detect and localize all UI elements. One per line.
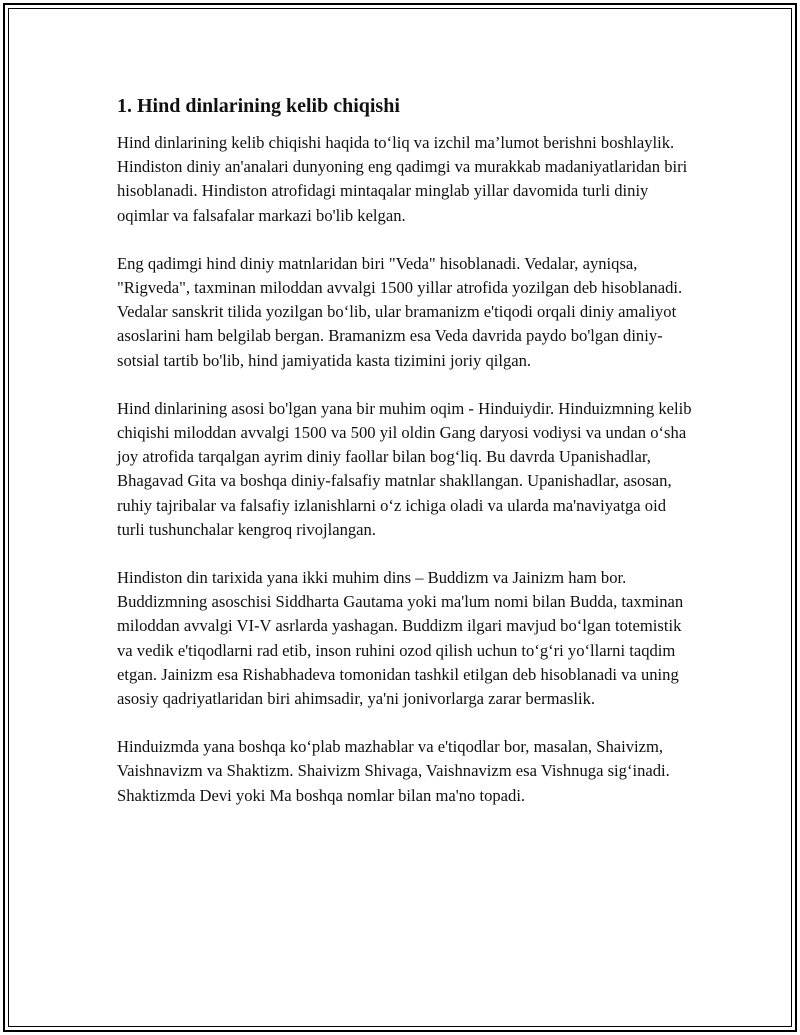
document-body — [117, 92, 692, 832]
paragraph-3: Hind dinlarining asosi bo'lgan yana bir muhim oqim - Hinduiydir. Hinduizmning kelib chiqishi miloddan avvalgi 1500 va 500 yil oldin Gang daryosi vodiysi va undan o‘sha joy atrofida tarqalgan ayrim diniy faollar bilan bog‘liq. Bu davrda Upanishadlar, Bhagavad Gita va boshqa diniy-falsafiy matnlar shakllangan. Upanishadlar, asosan, ruhiy tajribalar va falsafiy izlanishlarni o‘z ichiga oladi va ularda ma'naviyatga oid turli tushunchalar kengroq rivojlangan. — [117, 398, 692, 539]
paragraph-4: Hindiston din tarixida yana ikki muhim dins – Buddizm va Jainizm ham bor. Buddizmning asoschisi Siddharta Gautama yoki ma'lum nomi bilan Budda, taxminan miloddan avvalgi VI-V asrlarda yashagan. Buddizm ilgari mavjud bo‘lgan totemistik va vedik e'tiqodlarni rad etib, inson ruhini ozod qilish uchun to‘g‘ri yo‘llarni taqdim etgan. Jainizm esa Rishabhadeva tomonidan tashkil etilgan deb hisoblanadi va uning asosiy qadriyatlaridan biri ahimsadir, ya'ni jonivorlarga zarar bermaslik. — [117, 568, 684, 709]
paragraph-2: Eng qadimgi hind diniy matnlaridan biri "Veda" hisoblanadi. Vedalar, ayniqsa, "Rigveda", taxminan miloddan avvalgi 1500 yillar atrofida yozilgan deb hisoblanadi. Vedalar sanskrit tilida yozilgan bo‘lib, ular bramanizm e'tiqodi orqali diniy amaliyot asoslarini ham belgilab bergan. Bramanizm esa Veda davrida paydo bo'lgan diniy-sotsial tartib bo'lib, hind jamiyatida kasta tizimini joriy qilgan. — [117, 253, 683, 370]
paragraph-5: Hinduizmda yana boshqa ko‘plab mazhablar va e'tiqodlar bor, masalan, Shaivizm, Vaishnavizm va Shaktizm. Shaivizm Shivaga, Vaishnavizm esa Vishnuga sig‘inadi. Shaktizmda Devi yoki Ma boshqa nomlar bilan ma'no topadi. — [117, 737, 670, 805]
paragraph-1: Hind dinlarining kelib chiqishi haqida to‘liq va izchil ma’lumot berishni boshlaylik. Hindiston diniy an'analari dunyoning eng qadimgi va murakkab madaniyatlaridan biri hisoblanadi. Hindiston atrofidagi mintaqalar minglab yillar davomida turli diniy oqimlar va falsafalar markazi bo'lib kelgan. — [117, 133, 688, 225]
section-heading: 1. Hind dinlarining kelib chiqishi — [117, 95, 400, 117]
